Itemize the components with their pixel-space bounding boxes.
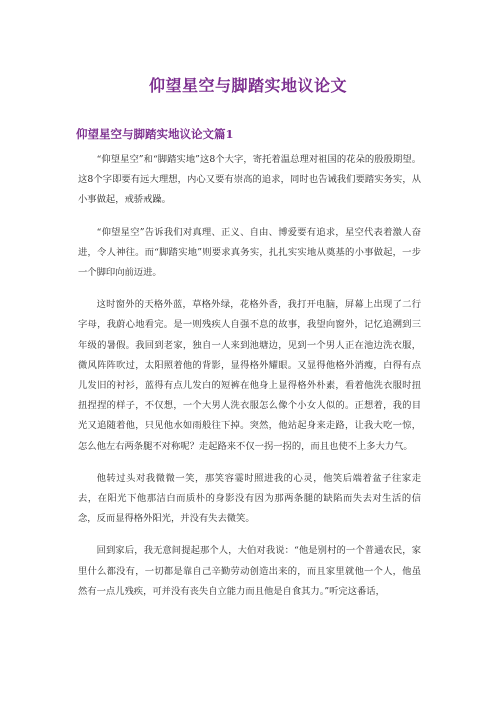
section-heading: 仰望星空与脚踏实地议论文篇1	[76, 127, 234, 141]
paragraph: 这时窗外的天格外蓝，草格外绿，花格外香，我打开电脑，屏幕上出现了二行字母，我蔚心地看完。是一则残疾人自强不息的故事，我望向窗外，记忆追溯到三年级的暑假。我回到老家，独自一人来到池塘边，见到一个男人正在池边洗衣服，微风阵阵吹过，太阳照着他的背影，显得格外耀眼。又显得他格外消瘦，白得有点儿发旧的衬衫，蓝得有点儿发白的短裤在他身上显得格外朴素，看着他洗衣服时扭扭捏捏的样子，不仅想，一个大男人洗衣服怎么像个小女人似的。正想着，我的目光又追随着他，只见他水如雨般往下掉。突然，他站起身来走路，让我大吃一惊，怎么他左右两条腿不对称呢？走起路来不仅一拐一拐的，而且也使不上多大力气。	[78, 299, 421, 452]
document-body	[78, 150, 421, 614]
paragraph: 回到家后，我无意间提起那个人，大伯对我说：“他是别村的一个普通农民，家里什么都没有，一切都是靠自己辛勤劳动创造出来的，而且家里就他一个人，他虽然有一点儿残疾，可并没有丧失自立能力而且他是自食其力。”听完这番话，	[78, 545, 421, 597]
document-title: 仰望星空与脚踏实地议论文	[148, 76, 347, 95]
paragraph: “仰望星空”和“脚踏实地”这8个大字，寄托着温总理对祖国的花朵的殷殷期望。这8个字即要有远大理想，内心又要有崇高的追求，同时也告诫我们要踏实务实，从小事做起，戒骄戒躁。	[78, 154, 421, 206]
paragraph: 他转过头对我微微一笑，那笑容霎时照进我的心灵，他笑后端着盆子往家走去，在阳光下他那洁白而质朴的身影没有因为那两条腿的缺陷而失去对生活的信念，反而显得格外阳光，并没有失去微笑。	[78, 472, 421, 525]
paragraph: “仰望星空”告诉我们对真理、正义、自由、博爱要有追求，星空代表着激人奋进，令人神往。而“脚踏实地”则要求真务实，扎扎实实地从奠基的小事做起，一步一个脚印向前迈进。	[78, 226, 421, 279]
